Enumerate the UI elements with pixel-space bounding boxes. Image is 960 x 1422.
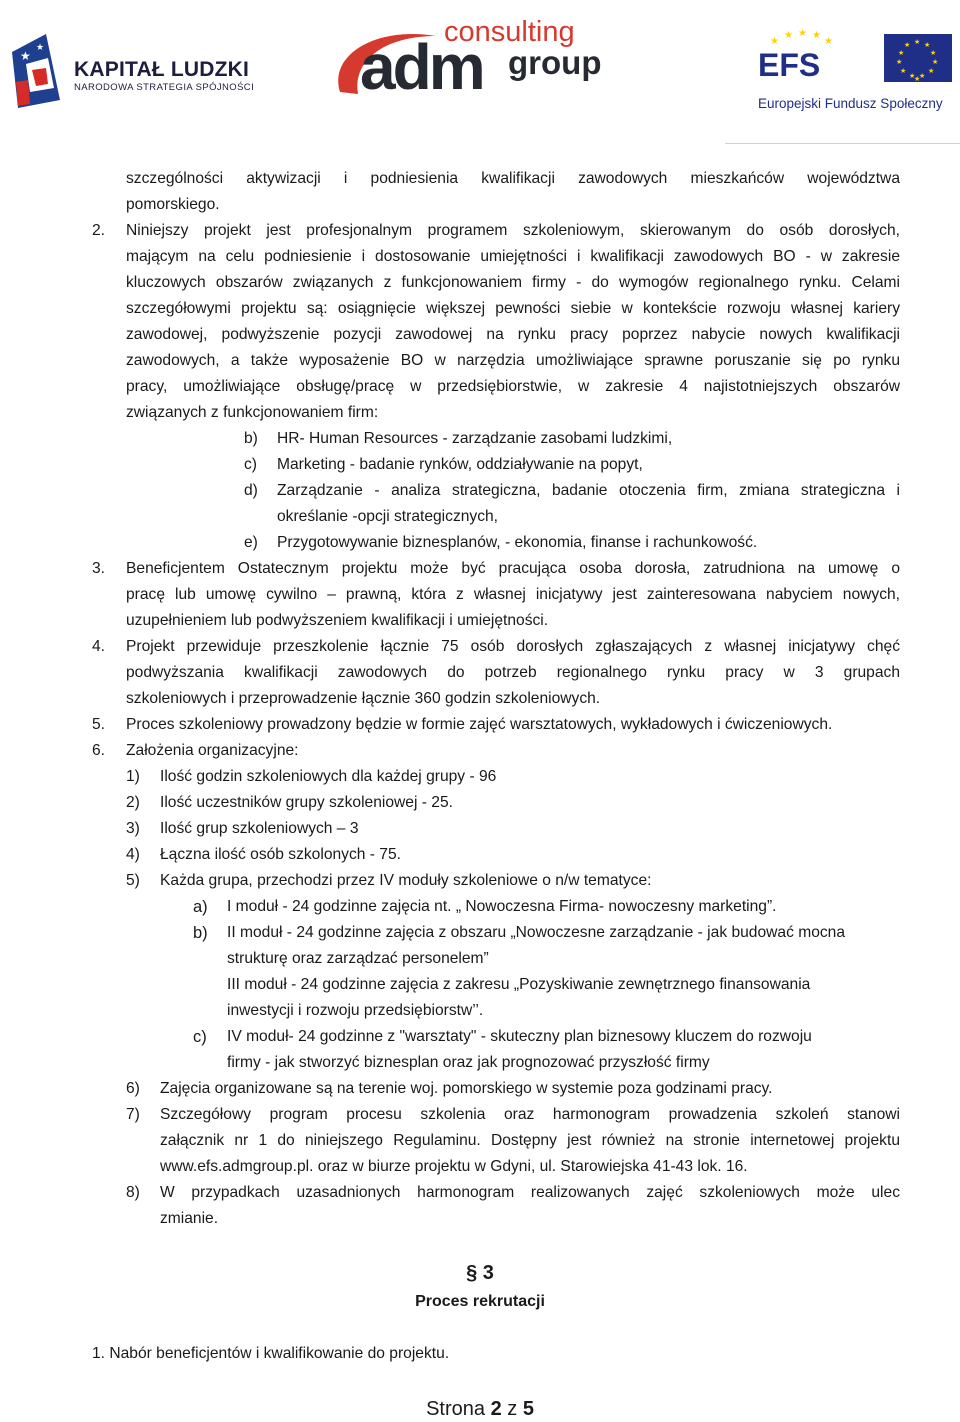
footer-total-pages: 5 — [522, 1398, 534, 1420]
svg-text:★: ★ — [784, 30, 793, 41]
svg-text:★: ★ — [898, 49, 905, 57]
p6-item-1-number: 1) — [126, 768, 140, 785]
p6-item-2-number: 2) — [126, 794, 140, 811]
p6-heading: Założenia organizacyjne: — [126, 742, 299, 759]
footer-of: z — [507, 1398, 518, 1420]
svg-text:★: ★ — [36, 43, 45, 53]
p2-line-8: związanych z funkcjonowaniem firm: — [126, 404, 379, 421]
p6-item-8-text-2: zmianie. — [160, 1210, 219, 1227]
efs-stars-icon — [770, 28, 833, 47]
page-footer — [0, 1398, 960, 1421]
p3-line-1: Beneficjentem Ostatecznym projektu może być pracująca osoba dorosła, zatrudniona na umowę o — [126, 560, 900, 577]
footer-current-page: 2 — [490, 1398, 502, 1420]
header-divider — [725, 143, 960, 144]
svg-text:★: ★ — [896, 58, 903, 66]
p6-item-5-text: Każda grupa, przechodzi przez IV moduły szkoleniowe o n/w tematyce: — [160, 872, 652, 889]
kapital-ludzki-subtitle: NARODOWA STRATEGIA SPÓJNOŚCI — [74, 82, 255, 93]
svg-text:★: ★ — [932, 58, 939, 66]
module-b-letter: b) — [193, 924, 208, 942]
p6-item-8-text-1: W przypadkach uzasadnionych harmonogram realizowanych zajęć szkoleniowych może ulec — [160, 1184, 900, 1201]
p2-number: 2. — [92, 222, 106, 239]
p6-number: 6. — [92, 742, 106, 759]
kapital-ludzki-title: KAPITAŁ LUDZKI — [74, 58, 250, 81]
adm-group-word: group — [508, 44, 602, 81]
p2-subitem-e-letter: e) — [244, 534, 258, 551]
p6-item-1-text: Ilość godzin szkoleniowych dla każdej grupy - 96 — [160, 768, 497, 785]
p5-number: 5. — [92, 716, 106, 733]
p2-subitem-b-letter: b) — [244, 430, 258, 447]
p2-subitem-d-text-1: Zarządzanie - analiza strategiczna, badanie otoczenia firm, zmiana strategiczna i — [277, 482, 900, 499]
p6-item-2-text: Ilość uczestników grupy szkoleniowej - 25. — [160, 794, 453, 811]
section-symbol: § 3 — [466, 1262, 494, 1284]
svg-text:★: ★ — [812, 30, 821, 41]
svg-text:★: ★ — [909, 72, 916, 80]
p6-item-7-number: 7) — [126, 1106, 140, 1123]
p6-item-4-number: 4) — [126, 846, 140, 863]
p1-line-2: pomorskiego. — [126, 196, 220, 213]
p2-line-2: mającym na celu podniesienie i dostosowanie umiejętności i kwalifikacji zawodowych BO - w zakresie — [126, 248, 900, 265]
p2-subitem-c-letter: c) — [244, 456, 257, 473]
p4-number: 4. — [92, 638, 106, 655]
p2-line-5: zawodowej, podwyższenie pozycji zawodowej na rynku pracy poprzez nabycie nowych kwalifikacji — [126, 326, 900, 343]
module-c-text-1: IV moduł- 24 godzinne z "warsztaty" - skuteczny plan biznesowy kluczem do rozwoju — [227, 1028, 812, 1045]
p2-line-4: szczegółowymi projektu są: osiągnięcie większej pewności siebie w kontekście rozwoju własnej kariery — [126, 300, 900, 317]
p6-item-8-number: 8) — [126, 1184, 140, 1201]
svg-text:★: ★ — [900, 67, 907, 75]
svg-text:★: ★ — [20, 49, 31, 63]
p5-line-1: Proces szkoleniowy prowadzony będzie w formie zajęć warsztatowych, wykładowych i ćwiczeniowych. — [126, 716, 833, 733]
adm-consulting-word: consulting — [444, 16, 575, 48]
module-c-text-2: firmy - jak stworzyć biznesplan oraz jak prognozować przyszłość firmy — [227, 1054, 710, 1071]
module-a-letter: a) — [193, 898, 208, 916]
p6-item-3-number: 3) — [126, 820, 140, 837]
efs-caption: Europejski Fundusz Społeczny — [758, 96, 943, 111]
p2-subitem-e-text: Przygotowywanie biznesplanów, - ekonomia, finanse i rachunkowość. — [277, 534, 758, 551]
p3-line-2: pracę lub umowę cywilno – prawną, która z własnej inicjatywy jest zainteresowana nabyciem nowych, — [126, 586, 900, 603]
svg-text:★: ★ — [798, 28, 807, 39]
p6-item-5-number: 5) — [126, 872, 140, 889]
p2-line-3: kluczowych obszarów związanych z funkcjonowaniem firmy - do wymogów regionalnego rynku. Celami — [126, 274, 900, 291]
module-b-text-4: inwestycji i rozwoju przedsiębiorstw’’. — [227, 1002, 484, 1019]
svg-text:★: ★ — [928, 67, 935, 75]
svg-text:★: ★ — [914, 75, 921, 83]
module-b-text-2: strukturę oraz zarządzać personelem” — [227, 950, 489, 967]
p4-line-1: Projekt przewiduje przeszkolenie łącznie 75 osób dorosłych zgłaszających z własnej inicjatywy chęć — [126, 638, 900, 655]
p2-subitem-b-text: HR- Human Resources - zarządzanie zasobami ludzkimi, — [277, 430, 673, 447]
p2-subitem-c-text: Marketing - badanie rynków, oddziaływanie na popyt, — [277, 456, 643, 473]
p2-line-6: zawodowych, a także wyposażenie BO w narzędzia umożliwiające sprawne poruszanie się po rynku — [126, 352, 900, 369]
module-c-letter: c) — [193, 1028, 207, 1046]
adm-wordmark: adm — [360, 31, 483, 103]
efs-logo — [744, 24, 954, 134]
p2-subitem-d-text-2: określanie -opcji strategicznych, — [277, 508, 499, 525]
p2-subitem-d-letter: d) — [244, 482, 258, 499]
p3-number: 3. — [92, 560, 106, 577]
efs-letters: EFS — [758, 47, 821, 83]
svg-text:★: ★ — [930, 49, 937, 57]
footer-prefix: Strona — [426, 1398, 485, 1420]
p3-line-3: uzupełnieniem lub podwyższeniem kwalifikacji i umiejętności. — [126, 612, 549, 629]
module-a-text: I moduł - 24 godzinne zajęcia nt. „ Nowoczesna Firma- nowoczesny marketing”. — [227, 898, 777, 915]
svg-text:★: ★ — [824, 36, 833, 47]
p2-line-7: pracy, umożliwiające obsługę/pracę w przedsiębiorstwie, w zakresie 4 najistotniejszych obszarów — [126, 378, 900, 395]
p6-item-7-text-1: Szczegółowy program procesu szkolenia oraz harmonogram prowadzenia szkoleń stanowi — [160, 1106, 900, 1123]
svg-text:★: ★ — [770, 36, 779, 47]
module-b-text-1: II moduł - 24 godzinne zajęcia z obszaru „Nowoczesne zarządzanie - jak budować mocna — [227, 924, 846, 941]
svg-text:★: ★ — [924, 41, 931, 49]
p4-line-3: szkoleniowych i przeprowadzenie łącznie 360 godzin szkoleniowych. — [126, 690, 601, 707]
svg-text:★: ★ — [904, 41, 911, 49]
p6-item-6-text: Zajęcia organizowane są na terenie woj. pomorskiego w systemie poza godzinami pracy. — [160, 1080, 773, 1097]
svg-text:★: ★ — [914, 38, 921, 46]
p1-line-1: szczególności aktywizacji i podniesienia kwalifikacji zawodowych mieszkańców województwa — [126, 170, 900, 187]
section-title: Proces rekrutacji — [415, 1293, 545, 1310]
module-b-text-3: III moduł - 24 godzinne zajęcia z zakresu „Pozyskiwanie zewnętrznego finansowania — [227, 976, 811, 993]
p4-line-2: podwyższania kwalifikacji zawodowych do potrzeb regionalnego rynku pracy w 3 grupach — [126, 664, 900, 681]
p2-line-1: Niniejszy projekt jest profesjonalnym programem szkoleniowym, skierowanym do osób dorosłych, — [126, 222, 900, 239]
p6-item-7-text-2: załącznik nr 1 do niniejszego Regulaminu. Dostępny jest również na stronie internetowej projektu — [160, 1132, 900, 1149]
p6-item-3-text: Ilość grup szkoleniowych – 3 — [160, 820, 359, 837]
p6-item-7-text-3: www.efs.admgroup.pl. oraz w biurze projektu w Gdyni, ul. Starowiejska 41-43 lok. 16. — [160, 1158, 748, 1175]
svg-text:★: ★ — [919, 72, 926, 80]
section-3-item-1: 1. Nabór beneficjentów i kwalifikowanie do projektu. — [92, 1345, 450, 1362]
p6-item-4-text: Łączna ilość osób szkolonych - 75. — [160, 846, 401, 863]
page-header — [0, 0, 960, 150]
p6-item-6-number: 6) — [126, 1080, 140, 1097]
